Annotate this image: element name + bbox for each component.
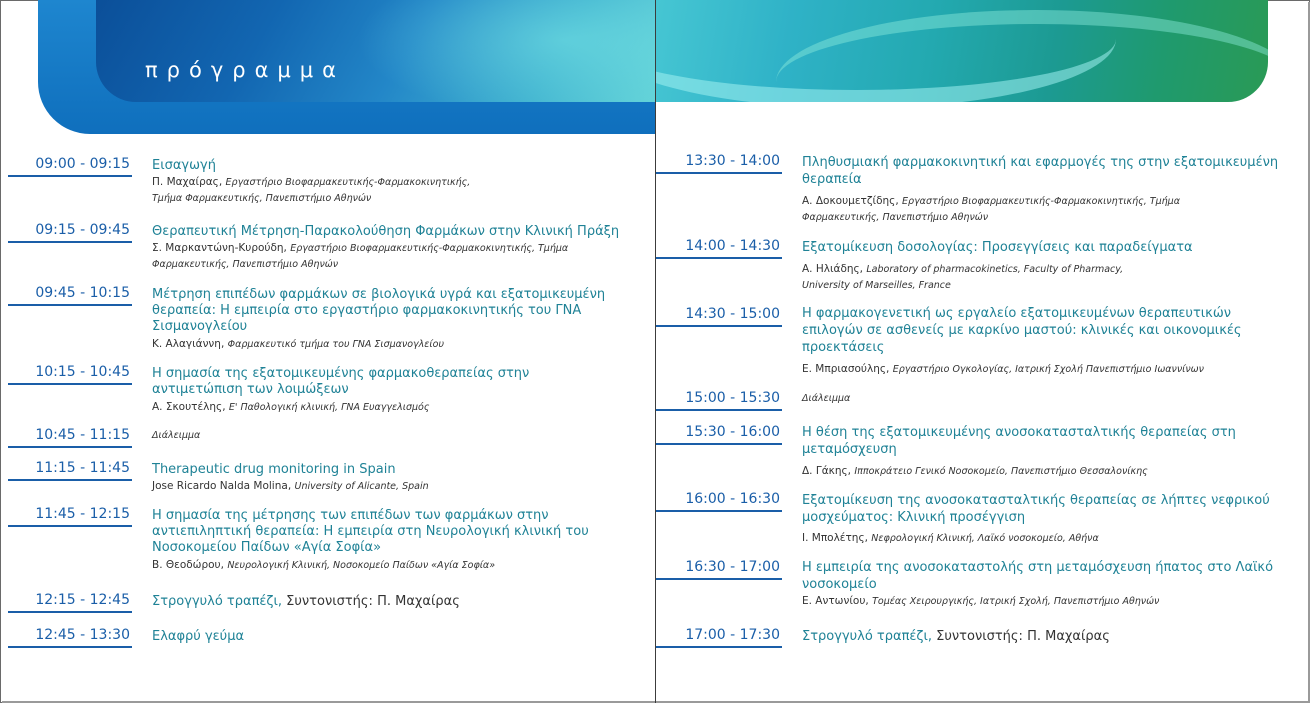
session-time: 10:45 - 11:15 [35, 427, 130, 443]
speaker-affiliation: Ε' Παθολογική κλινική, ΓΝΑ Ευαγγελισμός [228, 402, 430, 413]
header-banner-right [656, 0, 1268, 102]
speaker-name: Κ. Αλαγιάννη, [152, 338, 225, 350]
session-time: 09:00 - 09:15 [35, 156, 130, 172]
session-time: 09:45 - 10:15 [35, 285, 130, 301]
speaker-affiliation: Νευρολογική Κλινική, Νοσοκομείο Παίδων «Αγία Σοφία» [227, 560, 496, 571]
session-title: Η εμπειρία της ανοσοκαταστολής στη μεταμόσχευση ήπατος στο Λαϊκό [802, 560, 1274, 575]
time-rule [656, 257, 782, 259]
speaker-name: Σ. Μαρκαντώνη-Κυρούδη, [152, 242, 287, 254]
speaker-line [152, 399, 429, 416]
session-title: νοσοκομείο [802, 577, 877, 592]
session-title: Ελαφρύ γεύμα [152, 629, 245, 644]
session-title: Η θέση της εξατομικευμένης ανοσοκατασταλτικής θεραπείας στη [802, 425, 1236, 440]
session-title: θεραπεία: Η εμπειρία στο εργαστήριο φαρμακοκινητικής του ΓΝΑ [152, 303, 582, 318]
speaker-affiliation: Εργαστήριο Ογκολογίας, Ιατρική Σχολή Πανεπιστήμιο Ιωαννίνων [892, 364, 1204, 375]
time-rule [656, 325, 782, 327]
session-title: μεταμόσχευση [802, 442, 897, 457]
session-time: 11:15 - 11:45 [35, 460, 130, 476]
speaker-line [152, 174, 470, 191]
time-rule [656, 510, 782, 512]
time-rule [8, 304, 132, 306]
session-time: 14:00 - 14:30 [685, 238, 780, 254]
session-title: Εξατομίκευση της ανοσοκατασταλτικής θεραπείας σε λήπτες νεφρικού [802, 493, 1270, 508]
round-table-label: Στρογγυλό τραπέζι, [152, 594, 283, 609]
session-time: 13:30 - 14:00 [685, 153, 780, 169]
time-rule [8, 525, 132, 527]
session-title: Μέτρηση επιπέδων φαρμάκων σε βιολογικά υγρά και εξατομικευμένη [152, 287, 606, 302]
speaker-affiliation: Εργαστήριο Βιοφαρμακευτικής-Φαρμακοκινητικής, [225, 177, 471, 188]
time-rule [8, 446, 132, 448]
time-rule [656, 443, 782, 445]
speaker-line [802, 277, 951, 294]
session-title [802, 628, 1110, 645]
speaker-affiliation: Φαρμακευτικής, Πανεπιστήμιο Αθηνών [152, 259, 339, 270]
speaker-name: Π. Μαχαίρας, [152, 176, 223, 188]
round-table-label: Στρογγυλό τραπέζι, [802, 629, 933, 644]
speaker-line [152, 256, 338, 273]
page-title: πρόγραμμα [145, 58, 345, 82]
session-time: 14:30 - 15:00 [685, 306, 780, 322]
time-rule [8, 383, 132, 385]
speaker-line [802, 593, 1159, 610]
speaker-affiliation: Εργαστήριο Βιοφαρμακευτικής-Φαρμακοκινητικής, Τμήμα [902, 196, 1180, 207]
speaker-affiliation: Φαρμακευτικό τμήμα του ΓΝΑ Σισμανογλείου [227, 339, 444, 350]
speaker-affiliation: Ιπποκράτειο Γενικό Νοσοκομείο, Πανεπιστήμιο Θεσσαλονίκης [854, 466, 1148, 477]
speaker-line [802, 463, 1148, 480]
session-time: 17:00 - 17:30 [685, 627, 780, 643]
speaker-name: Α. Ηλιάδης, [802, 263, 864, 275]
session-title: Σισμανογλείου [152, 319, 248, 334]
speaker-affiliation: University of Marseilles, France [802, 280, 951, 291]
time-rule [8, 241, 132, 243]
session-title: Θεραπευτική Μέτρηση-Παρακολούθηση Φαρμάκων στην Κλινική Πράξη [152, 224, 620, 239]
speaker-line [152, 557, 495, 574]
session-time: 11:45 - 12:15 [35, 506, 130, 522]
session-title: αντιμετώπιση των λοιμώξεων [152, 382, 349, 397]
speaker-name: Jose Ricardo Nalda Molina, [152, 480, 292, 492]
speaker-name: Δ. Γάκης, [802, 465, 851, 477]
session-time: 15:30 - 16:00 [685, 424, 780, 440]
break-label: Διάλειμμα [152, 430, 201, 441]
speaker-affiliation: Νεφρολογική Κλινική, Λαϊκό νοσοκομείο, Αθήνα [871, 533, 1099, 544]
session-title: Νοσοκομείου Παίδων «Αγία Σοφία» [152, 540, 382, 555]
header-banner-image [96, 0, 655, 102]
session-title: μοσχεύματος: Κλινική προσέγγιση [802, 510, 1026, 525]
moderator-text: Συντονιστής: Π. Μαχαίρας [282, 594, 460, 609]
session-title: θεραπεία [802, 172, 862, 187]
speaker-affiliation: Εργαστήριο Βιοφαρμακευτικής-Φαρμακοκινητικής, Τμήμα [290, 243, 569, 254]
session-title: προεκτάσεις [802, 340, 885, 355]
session-title: Η σημασία της μέτρησης των επιπέδων των φαρμάκων στην [152, 508, 549, 523]
speaker-line [802, 209, 988, 226]
speaker-name: Ε. Αντωνίου, [802, 595, 869, 607]
session-title: Η φαρμακογενετική ως εργαλείο εξατομικευμένων θεραπευτικών [802, 306, 1231, 321]
speaker-affiliation: Τμήμα Φαρμακευτικής, Πανεπιστήμιο Αθηνών [152, 193, 372, 204]
speaker-name: Α. Δοκουμετζίδης, [802, 195, 899, 207]
session-time: 10:15 - 10:45 [35, 364, 130, 380]
session-title: Εισαγωγή [152, 158, 216, 173]
session-time: 16:30 - 17:00 [685, 559, 780, 575]
session-title: επιλογών σε ασθενείς με καρκίνο μαστού: κλινικές και οικονομικές [802, 323, 1242, 338]
speaker-line [802, 193, 1180, 210]
session-time: 12:15 - 12:45 [35, 592, 130, 608]
speaker-affiliation: University of Alicante, Spain [294, 481, 429, 492]
speaker-line [152, 190, 371, 207]
time-rule [656, 409, 782, 411]
page-spread-divider [655, 0, 656, 703]
session-time: 09:15 - 09:45 [35, 222, 130, 238]
speaker-line [152, 336, 444, 353]
speaker-name: Β. Θεοδώρου, [152, 559, 224, 571]
session-time: 15:00 - 15:30 [685, 390, 780, 406]
break-label: Διάλειμμα [802, 393, 851, 404]
time-rule [656, 578, 782, 580]
time-rule [8, 479, 132, 481]
session-title: Εξατομίκευση δοσολογίας: Προσεγγίσεις και παραδείγματα [802, 240, 1193, 255]
speaker-name: Ε. Μπριασούλης, [802, 363, 890, 375]
speaker-line [152, 478, 429, 495]
session-title [152, 593, 460, 610]
session-title: Therapeutic drug monitoring in Spain [152, 462, 396, 477]
session-time: 12:45 - 13:30 [35, 627, 130, 643]
speaker-name: Ι. Μπολέτης, [802, 532, 868, 544]
header-banner-left [38, 0, 655, 134]
time-rule [8, 175, 132, 177]
session-time: 16:00 - 16:30 [685, 491, 780, 507]
session-title: Η σημασία της εξατομικευμένης φαρμακοθεραπείας στην [152, 366, 530, 381]
speaker-affiliation: Φαρμακευτικής, Πανεπιστήμιο Αθηνών [802, 212, 989, 223]
session-title: αντιεπιληπτική θεραπεία: Η εμπειρία στη Νευρολογική κλινική του [152, 524, 589, 539]
time-rule [656, 172, 782, 174]
speaker-line [152, 240, 568, 257]
time-rule [656, 646, 782, 648]
speaker-name: Α. Σκουτέλης, [152, 401, 226, 413]
speaker-line [802, 530, 1099, 547]
moderator-text: Συντονιστής: Π. Μαχαίρας [932, 629, 1110, 644]
speaker-line [802, 361, 1204, 378]
time-rule [8, 646, 132, 648]
speaker-affiliation: Laboratory of pharmacokinetics, Faculty of Pharmacy, [866, 264, 1124, 275]
speaker-line [802, 261, 1123, 278]
session-title: Πληθυσμιακή φαρμακοκινητική και εφαρμογές της στην εξατομικευμένη [802, 155, 1279, 170]
time-rule [8, 611, 132, 613]
speaker-affiliation: Τομέας Χειρουργικής, Ιατρική Σχολή, Πανεπιστήμιο Αθηνών [872, 596, 1160, 607]
